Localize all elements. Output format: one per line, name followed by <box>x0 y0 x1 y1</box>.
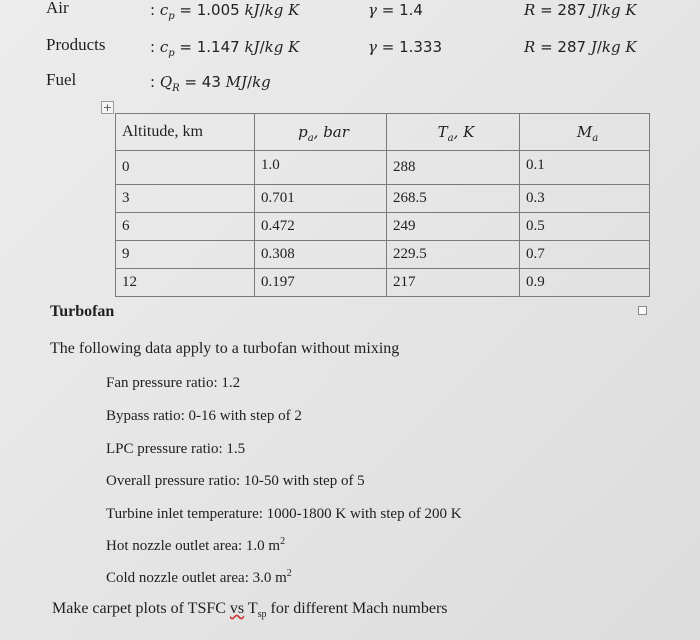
fuel-qr-equation: : $Q_R = 43$ MJ/kg <box>150 73 271 94</box>
section-intro: The following data apply to a turbofan without mixing <box>50 340 400 357</box>
table-move-handle-icon[interactable]: + <box>102 101 113 114</box>
closing-instruction: Make carpet plots of TSFC vs $T_{sp}$ for different Mach numbers <box>52 600 448 621</box>
table-cell: 0.308 <box>255 241 387 269</box>
table-cell: 217 <box>387 269 520 297</box>
table-cell: 1.0 <box>255 151 387 185</box>
products-cp-equation: : $c_p = 1.147$ kJ/kg K <box>150 38 300 59</box>
table-cell: 9 <box>116 241 255 269</box>
air-r-equation: R = 287 J/kg K <box>524 1 637 19</box>
air-cp-equation: : $c_p = 1.005$ kJ/kg K <box>150 1 300 22</box>
table-row <box>116 241 650 269</box>
list-item: Hot nozzle outlet area: 1.0 $m^2$ <box>106 536 286 554</box>
table-cell: 0.1 <box>520 151 650 185</box>
header-mach: $M_a$ <box>520 114 650 151</box>
table-cell: 0.3 <box>520 185 650 213</box>
table-cell: 249 <box>387 213 520 241</box>
table-cell: 0.7 <box>520 241 650 269</box>
list-item: Cold nozzle outlet area: 3.0 $m^2$ <box>106 568 292 586</box>
air-gamma-equation: γ = 1.4 <box>368 1 423 19</box>
list-item: Turbine inlet temperature: 1000-1800 K with step of 200 K <box>106 506 462 522</box>
table-row <box>116 151 650 185</box>
header-temperature: $T_a$, K <box>387 114 520 151</box>
table-cell: 0.5 <box>520 213 650 241</box>
table-row <box>116 185 650 213</box>
property-label-products: Products <box>46 35 106 54</box>
table-cell: 229.5 <box>387 241 520 269</box>
table-resize-handle[interactable] <box>638 306 647 315</box>
table-cell: 6 <box>116 213 255 241</box>
property-label-fuel: Fuel <box>46 70 77 89</box>
table-cell: 3 <box>116 185 255 213</box>
property-label-air: Air <box>46 0 69 17</box>
table-row <box>116 213 650 241</box>
table-cell: 288 <box>387 151 520 185</box>
table-cell: 268.5 <box>387 185 520 213</box>
table-cell: 0.701 <box>255 185 387 213</box>
table-cell: 0.472 <box>255 213 387 241</box>
section-title: Turbofan <box>50 303 115 320</box>
products-r-equation: R = 287 J/kg K <box>524 38 637 56</box>
table-cell: 0.9 <box>520 269 650 297</box>
list-item: Bypass ratio: 0-16 with step of 2 <box>106 408 302 424</box>
list-item: Overall pressure ratio: 10-50 with step of 5 <box>106 473 365 489</box>
list-item: Fan pressure ratio: 1.2 <box>106 375 241 391</box>
table-cell: 12 <box>116 269 255 297</box>
products-gamma-equation: γ = 1.333 <box>368 38 443 56</box>
table-cell: 0.197 <box>255 269 387 297</box>
list-item: LPC pressure ratio: 1.5 <box>106 441 246 457</box>
header-pressure: $p_a$, bar <box>255 114 387 151</box>
header-altitude: Altitude, km <box>116 114 255 151</box>
table-row <box>116 269 650 297</box>
altitude-table <box>115 113 650 297</box>
table-cell: 0 <box>116 151 255 185</box>
